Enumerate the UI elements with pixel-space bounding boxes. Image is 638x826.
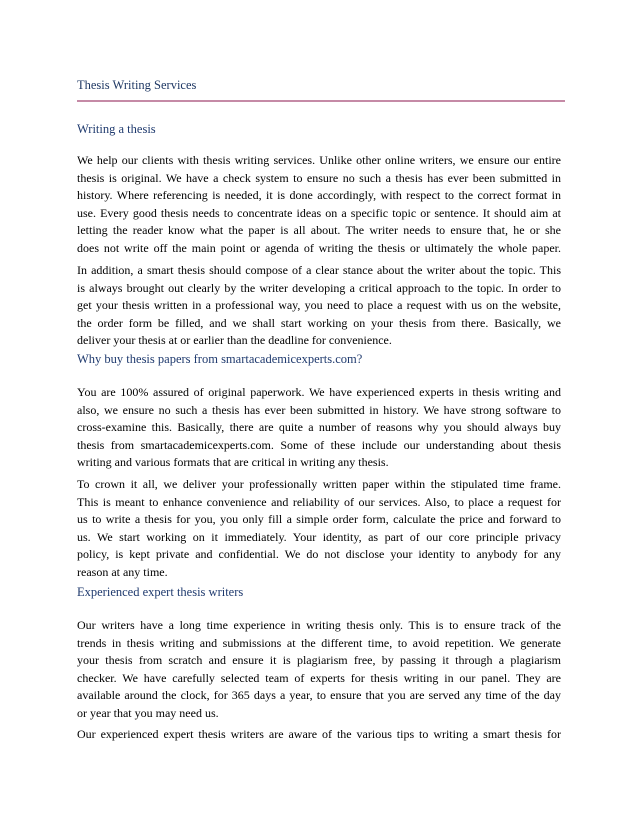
text-line: use. Every good thesis needs to concentrate ideas on a specific topic or sentence. It should aim at [77, 205, 561, 220]
text-line: checker. We have carefully selected team of experts for thesis writing in our panel. They are [77, 670, 561, 685]
text-line: the order form be filled, and we shall start working on your thesis from there. Basically, we [77, 315, 561, 330]
text-line: available around the clock, for 365 days a year, to ensure that you are served any time of the day [77, 688, 561, 703]
section-heading-experienced-expert-thesis-writers: Experienced expert thesis writers [77, 585, 244, 599]
paragraph [77, 384, 561, 472]
paragraph [77, 617, 561, 723]
text-line: deliver your thesis at or earlier than the deadline for convenience. [77, 333, 392, 348]
document-title: Thesis Writing Services [77, 78, 197, 92]
text-line: We help our clients with thesis writing services. Unlike other online writers, we ensure our entire [77, 153, 561, 167]
text-line: your thesis from scratch and ensure it is plagiarism free, by passing it through a plagiarism [77, 653, 561, 668]
text-line: reason at any time. [77, 564, 168, 579]
text-line: writing and various formats that are critical in writing any thesis. [77, 455, 389, 470]
text-line: is always brought out clearly by the writer developing a critical approach to the topic. In order to [77, 280, 561, 295]
text-line: thesis from smartacademicexperts.com. Some of these include our understanding about thesis [77, 437, 561, 452]
text-line: history. Where referencing is needed, it is done accordingly, with respect to the correct format in [77, 188, 561, 203]
text-line: trends in thesis writing and submissions at the different time, to avoid repetition. We generate [77, 635, 561, 650]
section-heading-why-buy-thesis: Why buy thesis papers from smartacademicexperts.com? [77, 352, 363, 366]
text-line: policy, is kept private and confidential. We do not disclose your identity to anybody for any [77, 547, 561, 562]
text-line: thesis is original. We have a check system to ensure no such a thesis has ever been submitted in [77, 170, 561, 185]
text-line: letting the reader know what the paper is all about. The writer needs to ensure that, he or she [77, 223, 561, 238]
text-line: cross-examine this. Basically, there are quite a number of reasons why you should always buy [77, 420, 561, 435]
text-line: In addition, a smart thesis should compose of a clear stance about the writer about the topic. This [77, 263, 561, 277]
text-line: get your thesis written in a professional way, you need to place a request with us on the website, [77, 298, 561, 313]
paragraph [77, 476, 561, 582]
text-line: us to write a thesis for you, you only fill a simple order form, calculate the price and forward to [77, 512, 561, 527]
text-line: also, we ensure no such a thesis has ever been submitted in history. We have strong software to [77, 402, 561, 417]
text-line: Our writers have a long time experience in writing thesis only. This is to ensure track of the [77, 618, 561, 632]
text-line: or year that you may need us. [77, 705, 219, 720]
section-heading-writing-a-thesis: Writing a thesis [77, 122, 156, 136]
text-line: us. We start working on it immediately. Your identity, as part of our core principle privacy [77, 529, 561, 544]
text-line: This is meant to enhance convenience and reliability of our services. Also, to place a request for [77, 494, 561, 509]
text-line: Our experienced expert thesis writers are aware of the various tips to writing a smart thesis for [77, 727, 561, 741]
text-line: does not write off the main point or agenda of writing the thesis or ultimately the whole paper. [77, 240, 561, 255]
paragraph [77, 152, 561, 258]
paragraph [77, 726, 561, 744]
text-line: To crown it all, we deliver your professionally written paper within the stipulated time frame. [77, 477, 561, 491]
text-line: You are 100% assured of original paperwork. We have experienced experts in thesis writing and [77, 385, 561, 399]
title-underline-rule [77, 100, 565, 102]
paragraph [77, 262, 561, 350]
